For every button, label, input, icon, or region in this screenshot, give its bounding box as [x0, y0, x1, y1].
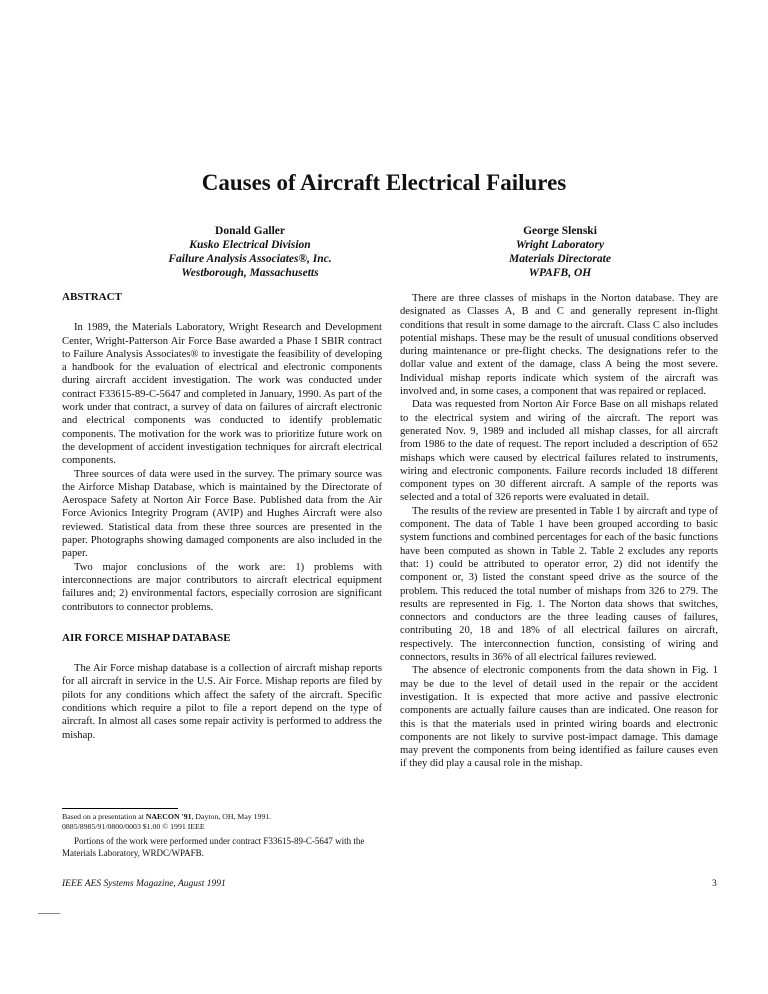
margin-mark: [38, 913, 60, 914]
author-block-2: [450, 224, 670, 280]
left-column: [62, 291, 382, 742]
journal-footer: IEEE AES Systems Magazine, August 1991: [62, 879, 226, 889]
footnote-text: Based on a presentation at: [62, 812, 146, 821]
author-block-1: [130, 224, 370, 280]
abstract-paragraph: Three sources of data were used in the survey. The primary source was the Airforce Mishap Database, which is maintained by the Directorate of Aerospace Safety at Norton Air Force Base. Published data from the Air Force Avionics Integrity Program (AVIP) and Hughes Aircraft were also reviewed. Statistical data from these three sources are presented in the paper. Photographs showing damaged components are also included in the paper.: [62, 468, 382, 560]
body-paragraph: Data was requested from Norton Air Force Base on all mishaps related to the electrical system and wiring of the aircraft. The report was generated Nov. 9, 1989 and included all mishap classes, for all aircraft from 1986 to the date of request. The report included a description of 652 mishaps which were caused by electrical failures related to instruments, wiring and electronic components. Failure records included 18 different component types on 30 different aircraft. A sample of the reports was selected and a total of 326 reports were evaluated in detail.: [400, 399, 718, 504]
author-affiliation: Materials Directorate: [509, 253, 611, 265]
footnote: [62, 808, 382, 859]
abstract-paragraph: Two major conclusions of the work are: 1) problems with interconnections are major contributors to aircraft electrical equipment failures and; 2) environmental factors, especially corrosion are significant contributors to connector problems.: [62, 561, 382, 613]
author-affiliation: WPAFB, OH: [528, 267, 592, 279]
author-affiliation: Wright Laboratory: [515, 239, 605, 251]
conference-name: NAECON '91: [145, 812, 192, 821]
copyright-line: 0885/8985/91/0800/0003 $1.00 © 1991 IEEE: [62, 822, 205, 831]
contract-note: Portions of the work were performed under contract F33615-89-C-5647 with the Materials Laboratory, WRDC/WPAFB.: [62, 836, 365, 858]
footnote-text: , Dayton, OH, May 1991.: [191, 812, 272, 821]
body-paragraph: The Air Force mishap database is a collection of aircraft mishap reports for all aircraft in service in the U.S. Air Force. Mishap reports are filed by pilots for any conditions which affect the safety of the aircraft. Specific conditions which require a pilot to file a report depend on the type of aircraft. In almost all cases some repair activity is performed to address the mishap.: [62, 663, 382, 741]
author-name: George Slenski: [523, 225, 597, 237]
author-affiliation: Kusko Electrical Division: [189, 239, 311, 251]
author-affiliation: Failure Analysis Associates®, Inc.: [168, 253, 332, 265]
abstract-paragraph: In 1989, the Materials Laboratory, Wright Research and Development Center, Wright-Patterson Air Force Base awarded a Phase I SBIR contract to Failure Analysis Associates® to investigate the feasibility of developing a handbook for the evaluation of electrical and electronic components during aircraft accident investigation. The work was conducted under contract F33615-89-C-5647 and completed in January, 1990. As part of the work under that contract, a survey of data on failures of aircraft electronic and electrical components was conducted to identify problematic components. The motivation for the work was to prioritize future work on the development of accident investigation techniques for aircraft electrical components.: [62, 322, 382, 467]
body-paragraph: There are three classes of mishaps in the Norton database. They are designated as Classes A, B and C and generally represent in-flight conditions that result in some damage to the aircraft. Class C also includes potential mishaps. These may be the result of unusual conditions observed during maintenance or pre-flight checks. The designations refer to the dollar value and extent of the damage, class A being the most severe. Individual mishap reports indicate which system of the aircraft was involved and, in some cases, a component that was repaired or replaced.: [400, 293, 718, 398]
paper-title: Causes of Aircraft Electrical Failures: [201, 170, 567, 195]
section-heading: AIR FORCE MISHAP DATABASE: [62, 631, 231, 644]
body-paragraph: The absence of electronic components from the data shown in Fig. 1 may be due to the level of detail used in the repair or the accident investigation. It is expected that more active and passive electronic components are actually failure causes than are indicated. One reason for this is that the materials used in printed wiring boards and electronic components are not likely to survive post-impact damage. This damage may prevent the components from being identified as failure causes even if they did play a causal role in the mishap.: [400, 665, 718, 770]
page-number: 3: [712, 879, 717, 889]
footnote-rule: [62, 808, 178, 809]
right-column: [400, 292, 718, 771]
author-affiliation: Westborough, Massachusetts: [181, 267, 319, 279]
abstract-heading: ABSTRACT: [62, 291, 122, 303]
body-paragraph: The results of the review are presented in Table 1 by aircraft and type of component. The data of Table 1 have been grouped according to basic system functions and combined percentages for each of the basic functions have been computed as shown in Table 2. Table 2 excludes any reports that: 1) could be attributed to operator error, 2) did not identify the component or, 3) listed the constant speed drive as the source of the problem. This reduced the total number of mishaps from 326 to 279. The results are represented in Fig. 1. The Norton data shows that switches, connectors and conductors are the three leading causes of failures, contributing 20, 18 and 18% of all electrical failures on aircraft, respectively. The interconnection function, consisting of wiring and connectors, results in 36% of all electrical failures reviewed.: [400, 505, 718, 664]
author-name: Donald Galler: [215, 225, 285, 237]
